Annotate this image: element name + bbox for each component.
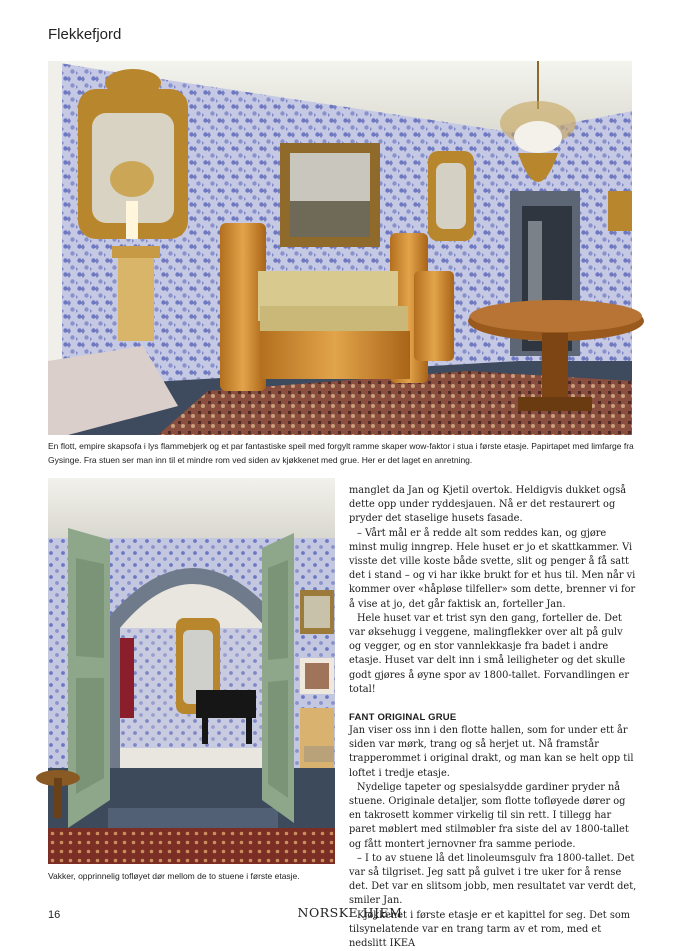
living-room-photo <box>48 61 632 435</box>
article-paragraph: manglet da Jan og Kjetil overtok. Heldigvis dukket også dette opp under ryddesjauen. Nå er det restaurert og pryder det staselige husets fasade. <box>349 485 627 525</box>
doorway-photo <box>48 478 335 864</box>
article-paragraph: Jan viser oss inn i den flotte hallen, som for under ett år siden var mørk, trang og så herjet ut. Nå framstår trapperommet i original drakt, og man kan se helt opp til loftet i tredje etasje. <box>349 725 634 779</box>
top-photo-caption: En flott, empire skapsofa i lys flammebjerk og et par fantastiske speil med forgylt ramme skaper wow-faktor i stua i første etasje. Papirtapet med limfarge fra Gysinge. Fra stuen ser man inn til et mindre rom ved siden av kjøkkenet med grue. Her er det laget en anretning. <box>48 441 634 465</box>
page-number: 16 <box>48 909 61 921</box>
article-body <box>349 484 637 951</box>
article-paragraph: Kjøkkenet i første etasje er et kapittel for seg. Det som tilsynelatende var en trang tarm av et rom, med et nedslitt IKEA <box>349 909 631 950</box>
bottom-photo-caption: Vakker, opprinnelig tofløyet dør mellom de to stuene i første etasje. <box>48 871 300 881</box>
article-paragraph: Nydelige tapeter og spesialsydde gardiner pryder nå stuene. Originale detaljer, som flotte tofløyede dører og en takrosett kommer virkelig til sin rett. I tillegg har paret møblert med stilmøbler fra siste del av 1800-tallet og fått montert jernovner fra samme periode. <box>349 781 629 850</box>
section-heading: FANT ORIGINAL GRUE <box>349 712 457 724</box>
article-paragraph: Hele huset var et trist syn den gang, forteller de. Det var øksehugg i veggene, malingflekker over alt på gulv og vegger, og en stor vannlekkasje fra badet i andre etasje. Huset var delt inn i små leiligheter og det skulle godt gjøres å øyne spor av 1800-tallet. Forvandlingen er total! <box>349 612 630 695</box>
header-place-name: Flekkefjord <box>48 26 122 43</box>
article-paragraph: – I to av stuene lå det linoleumsgulv fra 1800-tallet. Det var så tilgriset. Jeg satt på gulvet i tre uker for å rense det. Det var en slitsom jobb, men resultatet var verdt det, smiler Jan. <box>349 852 637 907</box>
magazine-logo: NORSKE HJEM <box>297 905 403 920</box>
article-paragraph: – Vårt mål er å redde alt som reddes kan, og gjøre minst mulig inngrep. Hele huset er jo et skattkammer. Vi visste det ville koste både svette, slit og penger å få satt det i stand – og vi har ikke brukt for et hus til. Men når vi kommer over «håpløse tilfeller» som dette, brenner vi for å vise at jo, det går faktisk an, forteller Jan. <box>349 527 636 610</box>
